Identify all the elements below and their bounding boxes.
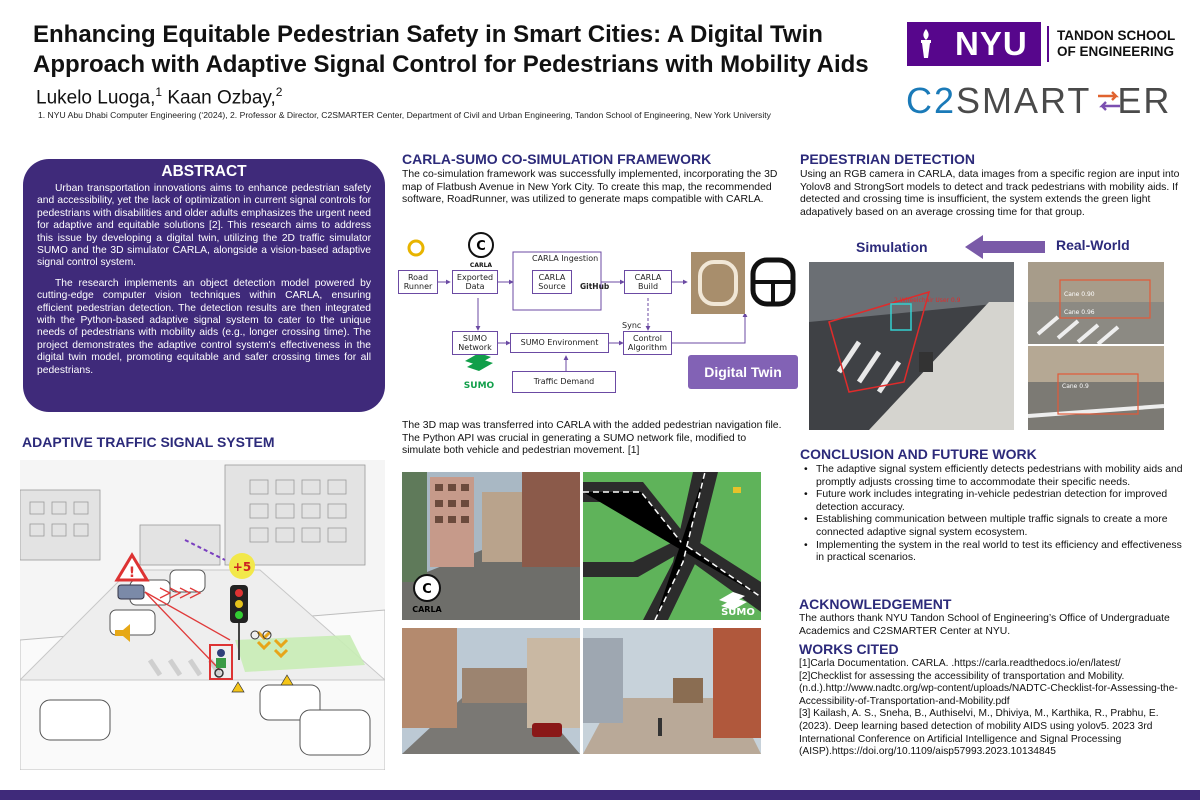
author-1: Lukelo Luoga, <box>36 87 156 109</box>
c2smarter-logo <box>906 80 1176 122</box>
author-2: Kaan Ozbay, <box>167 87 276 109</box>
carla-street-render-2 <box>583 628 761 754</box>
carla-logo-text: CARLA <box>469 262 493 269</box>
node-traffic-demand: Traffic Demand <box>512 371 616 393</box>
sumo-render <box>583 472 761 620</box>
conclusion-list <box>800 464 1185 565</box>
simulation-detection-image <box>809 262 1014 430</box>
cosim-title: CARLA-SUMO CO-SIMULATION FRAMEWORK <box>402 151 712 167</box>
tandon-text <box>1057 28 1187 60</box>
svg-text:C: C <box>476 239 486 254</box>
node-sumo-environment: SUMO Environment <box>510 333 609 353</box>
rw-label-1: Cane 0.90 <box>1064 291 1095 298</box>
abstract-title: ABSTRACT <box>161 163 247 180</box>
realworld-detection-image-2 <box>1028 346 1164 430</box>
node-exported-data: Exported Data <box>452 270 498 294</box>
node-road-runner: Road Runner <box>398 270 438 294</box>
c2-part: C2 <box>906 80 957 121</box>
carla-ingestion-label: CARLA Ingestion <box>532 254 599 263</box>
logo-divider <box>1047 26 1049 62</box>
sumo-logo-text: SUMO <box>463 381 495 391</box>
cosim-text: The co-simulation framework was successfully implemented, incorporating the 3D map of Flatbush Avenue in New York City. To create this map, the recommended software, RoadRunner, was utilized to generate maps compatible with CARLA. <box>402 169 778 206</box>
detection-text: Using an RGB camera in CARLA, data images from a specific region are input into Yolov8 and StrongSort models to detect and track pedestrians with mobility aids. If detected and crossing time is insufficient, the system extends the green light adapatively based on an average crossing time for that group. <box>800 169 1180 218</box>
torch-icon <box>916 28 936 60</box>
abstract-paragraph-2: The research implements an object detection model powered by cutting-edge computer vision techniques within CARLA, ensuring efficient pedestrian detection. The detection results are then integrated with the Python-based adaptive signal system to cater to the unique needs of pedestrians with mobility aids (e.g., longer crossing time). The project demonstrates the adaptive control system's effectiveness in the digital twin model, promoting equitable and safer crossing times for all pedestrians. <box>37 277 371 376</box>
er-part: ER <box>1117 80 1172 121</box>
carla-3d-render <box>402 472 580 620</box>
abstract-panel <box>23 159 385 412</box>
node-sumo-network: SUMO Network <box>452 331 498 355</box>
reference-2: [2]Checklist for assessing the accessibility of transportation and Mobility. (n.d.).http://www.nadtc.org/wp-content/uploads/NADTC-Checklist-for-Assessing-the-Accessibility-of-Transportation-and-Mobility.pdf <box>799 670 1178 707</box>
nyu-purple-box <box>907 22 1041 66</box>
realworld-detection-image-1 <box>1028 262 1164 344</box>
reference-3: [3] Kailash, A. S., Sneha, B., Authiselvi, M., Dhiviya, M., Karthika, R., Prabhu, E. (2023). Deep learning based detection of mobility AIDS using yolov5. 2023 3rd International Conference on Artificial Intelligence and Signal Processing (AISP).https://doi.org/10.1109/aisp57993.2023.10134845 <box>799 708 1159 758</box>
tandon-line-2: OF ENGINEERING <box>1057 44 1175 59</box>
svg-text:!: ! <box>128 565 136 581</box>
realworld-label: Real-World <box>1056 237 1130 253</box>
ack-title: ACKNOWLEDGEMENT <box>799 596 952 612</box>
conclusion-item: • Future work includes integrating in-vehicle pedestrian detection for improved detection accuracy. <box>800 489 1185 514</box>
poster-title: Enhancing Equitable Pedestrian Safety in Smart Cities: A Digital Twin Approach with Adaptive Signal Control for Pedestrians with Mobility Aids <box>33 21 869 78</box>
authors <box>36 85 282 109</box>
works-cited-title: WORKS CITED <box>799 641 899 657</box>
simulation-label: Simulation <box>856 239 928 255</box>
detection-title: PEDESTRIAN DETECTION <box>800 151 976 167</box>
node-carla-build: CARLA Build <box>624 270 672 294</box>
adaptive-signal-illustration <box>20 460 385 770</box>
reference-1: [1]Carla Documentation. CARLA. .https://carla.readthedocs.io/en/latest/ <box>799 658 1121 669</box>
ack-text: The authors thank NYU Tandon School of Engineering’s Office of Undergraduate Academics and C2SMARTER Center at NYU. <box>799 613 1170 637</box>
adaptive-title: ADAPTIVE TRAFFIC SIGNAL SYSTEM <box>22 434 275 450</box>
smart-part: SMART <box>956 80 1092 121</box>
left-arrow-icon <box>965 235 1045 259</box>
node-control-algorithm: Control Algorithm <box>623 331 672 355</box>
rw-label-3: Cane 0.9 <box>1062 383 1089 390</box>
carla-street-render-1 <box>402 628 580 754</box>
conclusion-title: CONCLUSION AND FUTURE WORK <box>800 446 1037 462</box>
bottom-bar <box>0 790 1200 800</box>
node-carla-source: CARLA Source <box>532 270 572 294</box>
abstract-paragraph-1: Urban transportation innovations aims to enhance pedestrian safety and accessibility, yet the lack of optimization in current signal controls for pedestrians with disabilities and older adults emphasizes the urgent need for adaptive and equitable solutions [2]. This research aims to address this issue by developing a digital twin, utilizing the 2D traffic simulator SUMO and the 3D simulator CARLA, alongside a vision-based adaptive signal control system. <box>37 183 371 269</box>
svg-text:C: C <box>422 582 432 597</box>
author-1-sup: 1 <box>155 85 163 99</box>
swap-arrows-icon <box>1096 88 1122 114</box>
conclusion-item: • Implementing the system in the real world to test its efficiency and effectiveness in practical scenarios. <box>800 540 1185 565</box>
nyu-tandon-logo <box>907 22 1185 66</box>
render-carla-logo-text: CARLA <box>412 605 442 614</box>
c2smarter-text <box>906 80 1171 122</box>
references <box>799 658 1184 759</box>
conclusion-item: • The adaptive signal system efficiently detects pedestrians with mobility aids and promptly adjusts crossing time to accommodate their specific needs. <box>800 464 1185 489</box>
render-sumo-logo-text: SUMO <box>721 607 755 618</box>
rw-label-2: Cane 0.96 <box>1064 309 1095 316</box>
cosim-text-2: The 3D map was transferred into CARLA with the added pedestrian navigation file. The Python API was crucial in generating a SUMO network file, modified to simulate both vehicle and pedestrian movement. [1] <box>402 420 782 457</box>
tandon-line-1: TANDON SCHOOL <box>1057 28 1176 43</box>
github-label: GitHub <box>580 282 610 291</box>
sim-detection-label: 2 Wheelchair User 0.9 <box>894 297 961 304</box>
nyu-text: NYU <box>955 25 1028 62</box>
sync-label: Sync <box>622 321 642 330</box>
affiliations: 1. NYU Abu Dhabi Computer Engineering (‘2024), 2. Professor & Director, C2SMARTER Center, Department of Civil and Urban Engineering, Tandon School of Engineering, New York University <box>38 110 771 120</box>
conclusion-item: • Establishing communication between multiple traffic signals to create a more connected adaptive signal system ecosystem. <box>800 514 1185 539</box>
digital-twin-badge: Digital Twin <box>688 355 798 389</box>
plus-five-label: +5 <box>232 560 252 574</box>
author-2-sup: 2 <box>275 85 283 99</box>
